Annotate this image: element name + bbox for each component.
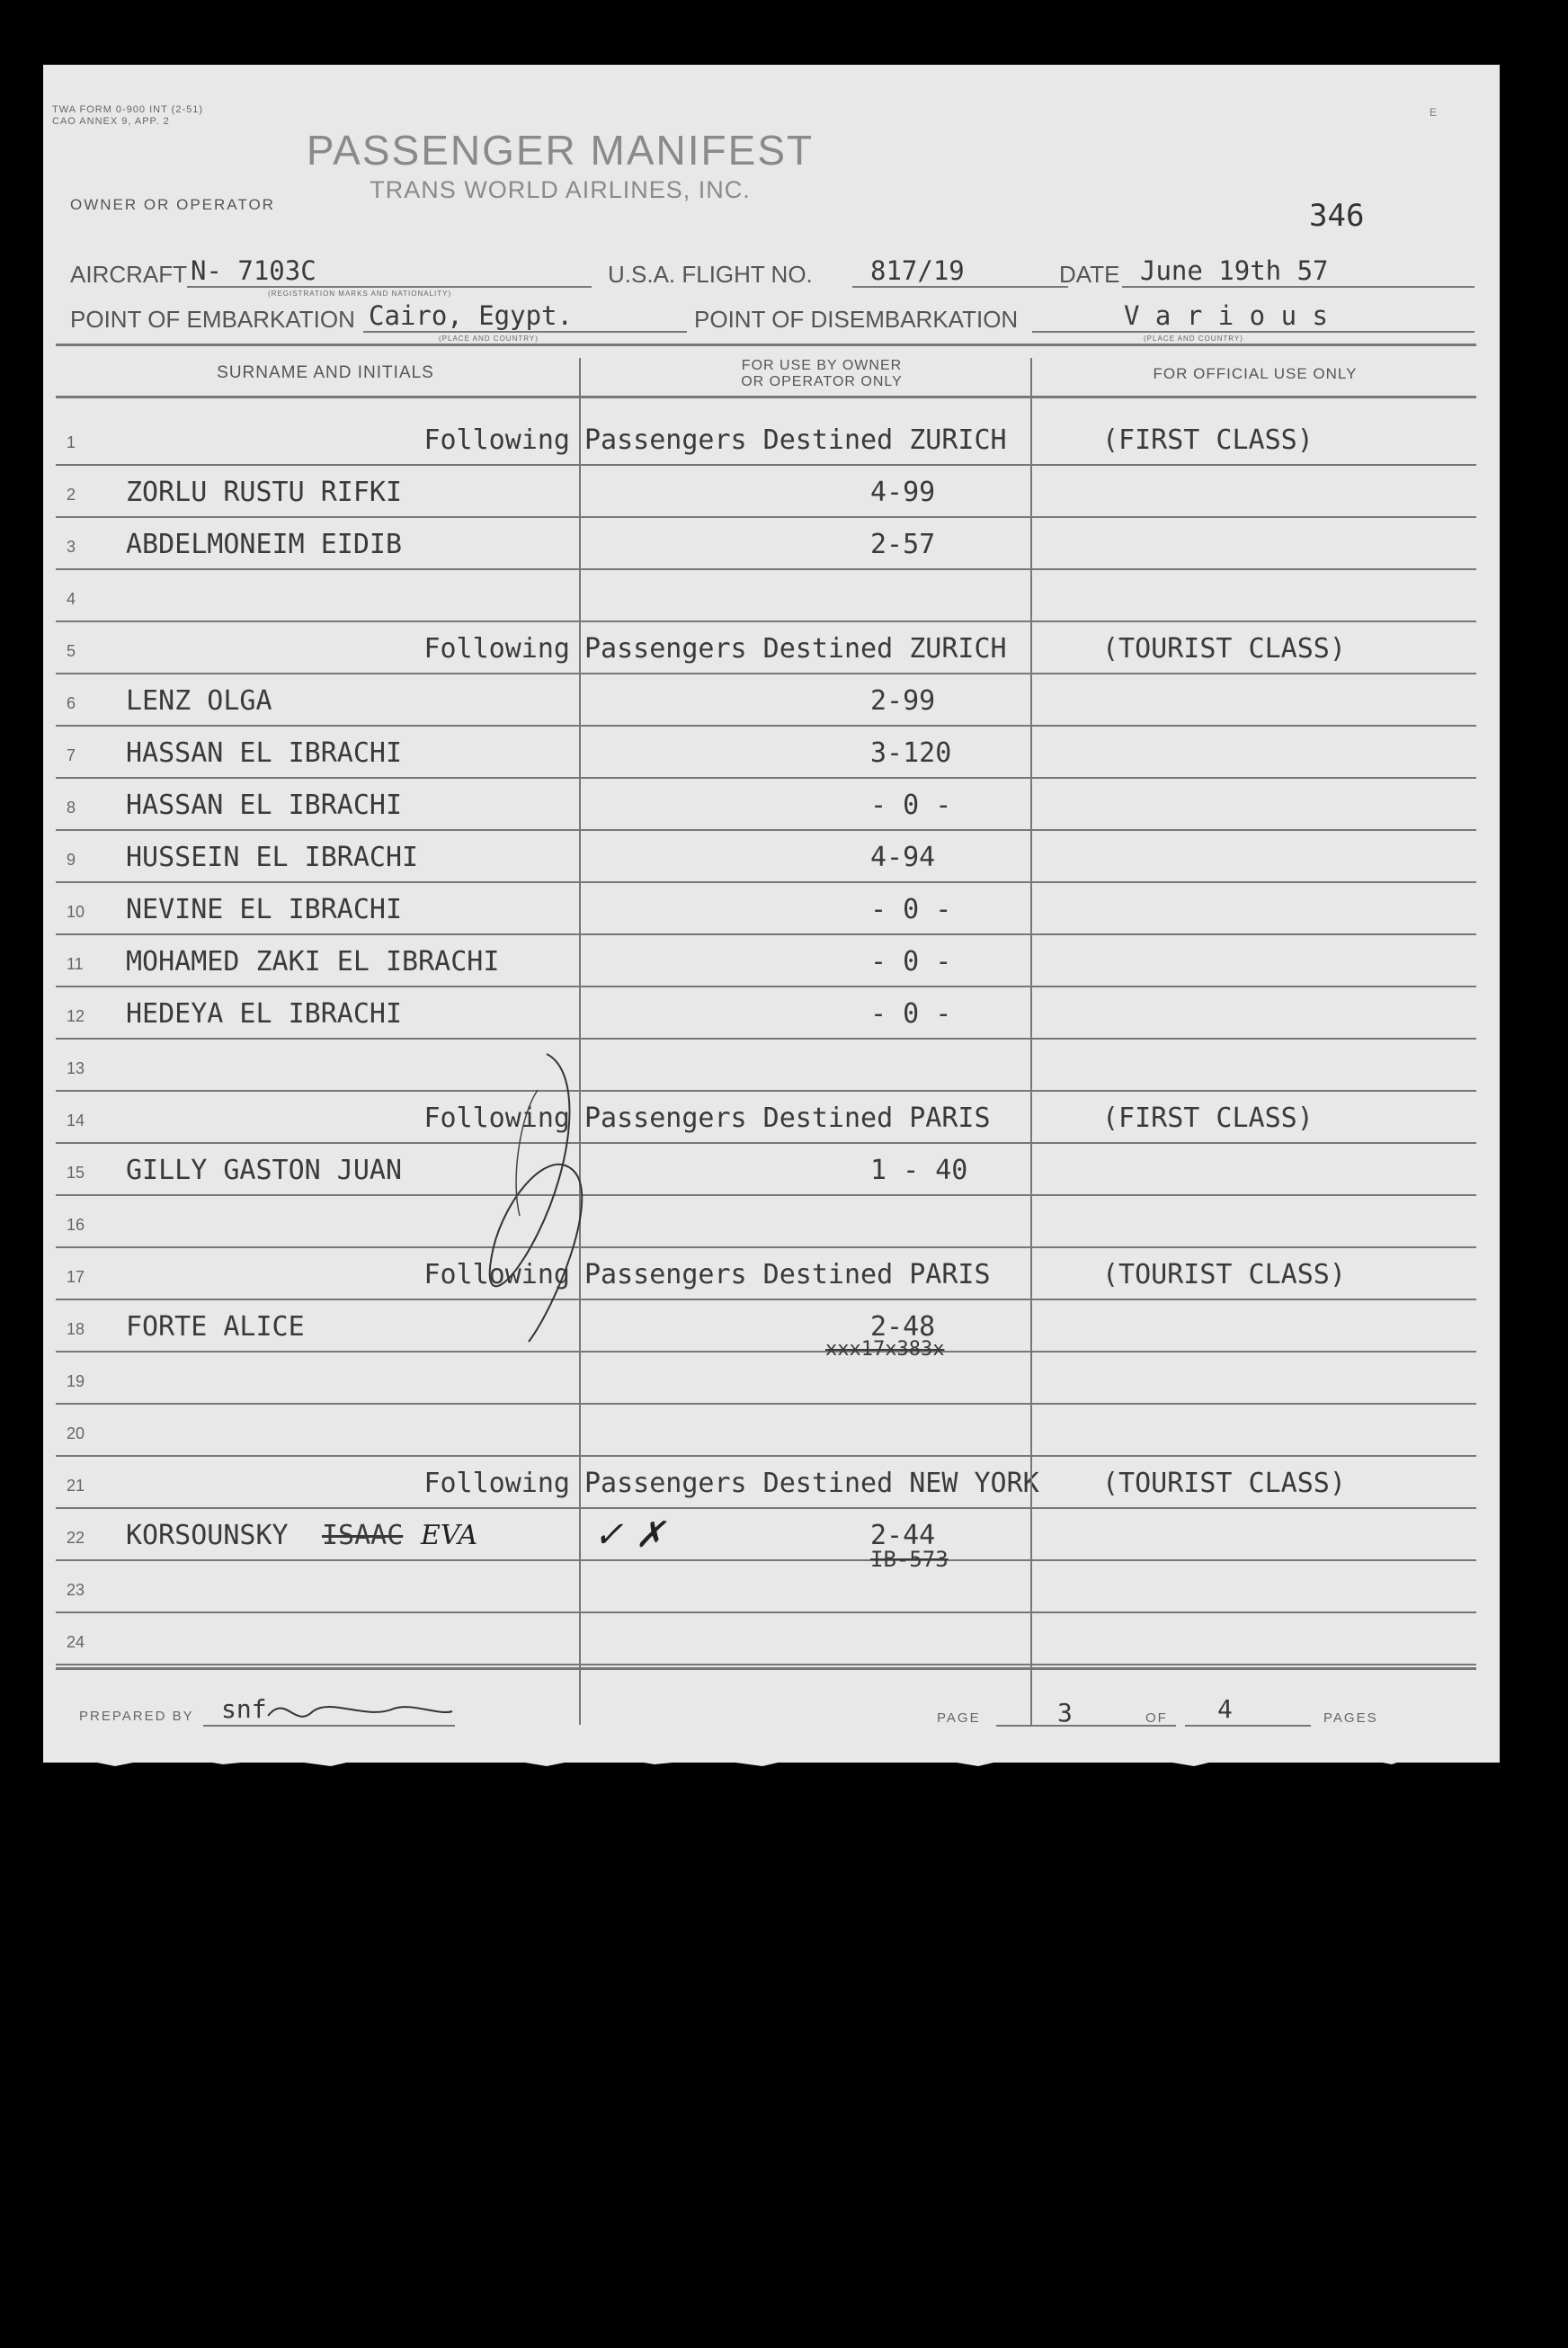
table-bottom-rule (56, 1667, 1476, 1670)
row-rule (56, 881, 1476, 883)
aircraft-note: (REGISTRATION MARKS AND NATIONALITY) (268, 290, 452, 298)
row-rule (56, 1507, 1476, 1509)
row-number: 5 (67, 642, 76, 660)
row-rule (56, 464, 1476, 466)
struck-ticket-code: IB-573 (870, 1547, 949, 1572)
flight-value: 817/19 (870, 255, 965, 286)
passenger-name: LENZ OLGA (126, 685, 272, 717)
row-rule (56, 1351, 1476, 1353)
passenger-name: HUSSEIN EL IBRACHI (126, 842, 419, 873)
row-rule (56, 1403, 1476, 1405)
row-rule (56, 1038, 1476, 1040)
struck-first-name: ISAAC (322, 1520, 404, 1551)
row-rule (56, 673, 1476, 674)
embarkation-label: POINT OF EMBARKATION (70, 306, 355, 333)
corner-mark: E (1429, 106, 1437, 119)
row-number: 22 (67, 1529, 85, 1547)
row-rule (56, 1246, 1476, 1248)
row-number: 19 (67, 1372, 85, 1390)
airline-name: TRANS WORLD AIRLINES, INC. (370, 176, 751, 203)
row-number: 20 (67, 1424, 85, 1442)
check-and-cross-marks: ✓ ✗ (593, 1514, 665, 1556)
row-rule (56, 1664, 1476, 1665)
disembarkation-underline (1032, 331, 1474, 333)
row-rule (56, 1142, 1476, 1144)
disembarkation-value: V a r i o u s (1124, 300, 1328, 331)
ticket-code: - 0 - (870, 894, 952, 925)
of-underline (1185, 1725, 1311, 1727)
row-number: 9 (67, 851, 76, 869)
row-rule (56, 1090, 1476, 1092)
row-number: 4 (67, 590, 76, 608)
passenger-name: FORTE ALICE (126, 1311, 305, 1343)
row-rule (56, 568, 1476, 570)
class-label: (TOURIST CLASS) (1102, 1468, 1346, 1499)
row-number: 23 (67, 1581, 85, 1599)
section-heading-destination: Passengers Destined PARIS (584, 1259, 991, 1290)
row-rule (56, 725, 1476, 727)
row-number: 3 (67, 538, 76, 556)
disembarkation-note: (PLACE AND COUNTRY) (1144, 335, 1243, 343)
section-heading-prefix: Following (423, 1468, 570, 1499)
form-code-line-2: CAO ANNEX 9, APP. 2 (52, 116, 170, 127)
form-code-line-1: TWA FORM 0-900 INT (2-51) (52, 104, 204, 115)
ticket-code: 3-120 (870, 737, 952, 769)
row-number: 8 (67, 799, 76, 817)
page-label: PAGE (937, 1710, 981, 1726)
row-number: 13 (67, 1059, 85, 1077)
ticket-code: - 0 - (870, 946, 952, 978)
flight-underline (852, 286, 1068, 288)
passenger-name: KORSOUNSKY (126, 1520, 289, 1551)
row-number: 17 (67, 1268, 85, 1286)
owner-label: OWNER OR OPERATOR (70, 196, 275, 213)
owner-use-column-header (579, 358, 1065, 390)
embarkation-underline (363, 331, 687, 333)
row-rule (56, 620, 1476, 622)
owner-use-header-line-2: OR OPERATOR ONLY (741, 374, 903, 389)
ticket-code: 2-48 (870, 1311, 936, 1343)
ticket-code: 1 - 40 (870, 1155, 968, 1186)
aircraft-underline (187, 286, 592, 288)
class-label: (TOURIST CLASS) (1102, 633, 1346, 665)
row-rule (56, 1299, 1476, 1300)
row-number: 21 (67, 1477, 85, 1495)
passenger-name: HASSAN EL IBRACHI (126, 737, 403, 769)
section-heading-destination: Passengers Destined ZURICH (584, 633, 1007, 665)
handwritten-first-name: EVA (421, 1520, 478, 1551)
row-rule (56, 777, 1476, 779)
column-separator-2 (1030, 358, 1032, 1725)
date-underline (1122, 286, 1474, 288)
surname-column-header: SURNAME AND INITIALS (217, 363, 434, 382)
row-number: 11 (67, 955, 84, 973)
form-code (52, 104, 203, 128)
row-rule (56, 516, 1476, 518)
passenger-name: HASSAN EL IBRACHI (126, 790, 403, 821)
ticket-code: - 0 - (870, 998, 952, 1030)
row-rule (56, 829, 1476, 831)
page-number-stamp: 346 (1309, 198, 1365, 234)
row-number: 18 (67, 1320, 85, 1338)
page-title: PASSENGER MANIFEST (306, 127, 815, 174)
manifest-sheet (43, 65, 1500, 1763)
class-label: (TOURIST CLASS) (1102, 1259, 1346, 1290)
of-label: OF (1145, 1710, 1168, 1726)
passenger-name: GILLY GASTON JUAN (126, 1155, 403, 1186)
row-rule (56, 1559, 1476, 1561)
disembarkation-label: POINT OF DISEMBARKATION (694, 306, 1019, 333)
section-heading-prefix: Following (423, 1259, 570, 1290)
row-rule (56, 986, 1476, 987)
ticket-code: 2-44 (870, 1520, 936, 1551)
row-rule (56, 1194, 1476, 1196)
passenger-name: HEDEYA EL IBRACHI (126, 998, 403, 1030)
owner-use-header-line-1: FOR USE BY OWNER (741, 358, 903, 373)
section-heading-prefix: Following (423, 1103, 570, 1134)
of-value: 4 (1217, 1694, 1233, 1724)
handwritten-flourish (448, 1036, 628, 1378)
table-header-rule (56, 396, 1476, 398)
row-number: 7 (67, 746, 76, 764)
row-rule (56, 1455, 1476, 1457)
section-heading-destination: Passengers Destined NEW YORK (584, 1468, 1039, 1499)
section-heading-prefix: Following (423, 633, 570, 665)
row-number: 24 (67, 1633, 85, 1651)
row-number: 6 (67, 694, 76, 712)
row-number: 14 (67, 1112, 85, 1129)
date-value: June 19th 57 (1140, 255, 1329, 286)
passenger-name: ABDELMONEIM EIDIB (126, 529, 403, 560)
ticket-code: 2-57 (870, 529, 936, 560)
ticket-code: 4-94 (870, 842, 936, 873)
passenger-name: NEVINE EL IBRACHI (126, 894, 403, 925)
preparer-signature (259, 1689, 457, 1734)
prepared-by-underline (203, 1725, 455, 1727)
row-rule (56, 933, 1476, 935)
pages-label: PAGES (1323, 1710, 1378, 1726)
row-number: 12 (67, 1007, 85, 1025)
torn-edge (43, 1736, 1500, 1790)
section-heading-destination: Passengers Destined ZURICH (584, 424, 1007, 456)
embarkation-note: (PLACE AND COUNTRY) (439, 335, 539, 343)
row-rule (56, 1611, 1476, 1613)
table-top-rule (56, 344, 1476, 346)
passenger-name: ZORLU RUSTU RIFKI (126, 477, 403, 508)
aircraft-label: AIRCRAFT (70, 261, 187, 288)
date-label: DATE (1059, 261, 1120, 288)
section-heading-destination: Passengers Destined PARIS (584, 1103, 991, 1134)
section-heading-prefix: Following (423, 424, 570, 456)
row-number: 15 (67, 1164, 85, 1182)
aircraft-value: N- 7103C (191, 255, 316, 286)
page-value: 3 (1057, 1698, 1073, 1728)
embarkation-value: Cairo, Egypt. (369, 300, 573, 331)
ticket-code: 4-99 (870, 477, 936, 508)
row-number: 2 (67, 486, 76, 504)
struck-ticket-code: xxx17x383x (825, 1338, 945, 1361)
passenger-name: MOHAMED ZAKI EL IBRACHI (126, 946, 500, 978)
class-label: (FIRST CLASS) (1102, 1103, 1314, 1134)
row-number: 1 (67, 433, 76, 451)
row-number: 16 (67, 1216, 85, 1234)
ticket-code: - 0 - (870, 790, 952, 821)
prepared-by-value: snf (221, 1694, 267, 1724)
flight-label: U.S.A. FLIGHT NO. (608, 261, 813, 288)
official-use-column-header: FOR OFFICIAL USE ONLY (1153, 365, 1358, 382)
ticket-code: 2-99 (870, 685, 936, 717)
prepared-by-label: PREPARED BY (79, 1709, 194, 1724)
class-label: (FIRST CLASS) (1102, 424, 1314, 456)
row-number: 10 (67, 903, 85, 921)
